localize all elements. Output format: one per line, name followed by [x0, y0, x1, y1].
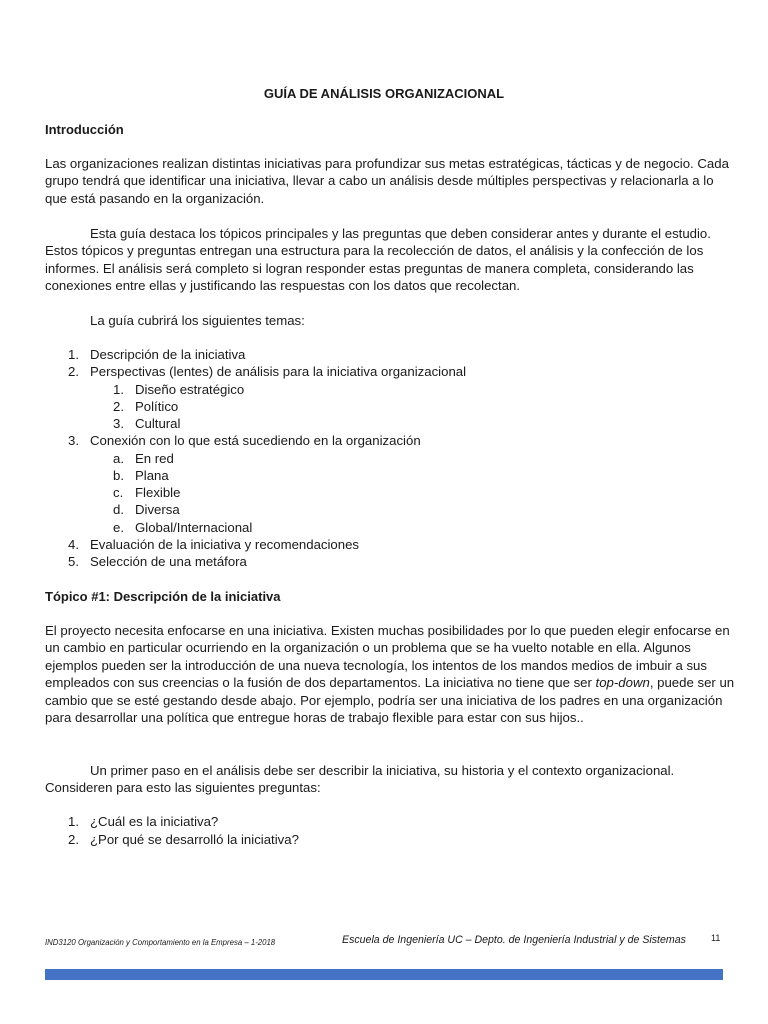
list-number: 5.: [68, 554, 79, 569]
topic1-paragraph-1: [45, 622, 735, 726]
list-number: 4.: [68, 537, 79, 552]
intro-paragraph-3: La guía cubrirá los siguientes temas:: [90, 313, 305, 328]
list-number: 1.: [113, 382, 124, 397]
list-item: [68, 813, 218, 830]
topic1-paragraph-1-text-end: , puede ser un cambio que se esté gestando desde abajo. Por ejemplo, podría ser una iniciativa de los padres en una organización para desarrollar una política que entregue horas de trabajo flexible para estar con sus hijos..: [45, 675, 735, 726]
list-item: [113, 398, 178, 415]
topic1-paragraph-1-text: El proyecto necesita enfocarse en una iniciativa. Existen muchas posibilidades por lo que pueden elegir enfocarse en un cambio en particular ocurriendo en la organización o un problema que se ha vuelto notable en ella. Algunos ejemplos pueden ser la introducción de una nueva tecnología, los intentos de los mandos medios de imbuir a sus empleados con sus creencias o la fusión de dos departamentos. La iniciativa no tiene que ser: [45, 623, 730, 691]
list-label: Diversa: [135, 502, 180, 517]
list-label: Selección de una metáfora: [90, 554, 247, 569]
topic1-heading: Tópico #1: Descripción de la iniciativa: [45, 589, 281, 604]
list-label: Descripción de la iniciativa: [90, 347, 246, 362]
list-item: [113, 467, 169, 484]
list-item: [68, 363, 466, 380]
list-item: [113, 381, 244, 398]
list-item: [113, 415, 180, 432]
list-item: [113, 450, 174, 467]
list-item: [68, 553, 247, 570]
list-number: c.: [113, 485, 124, 500]
topic1-paragraph-2: Un primer paso en el análisis debe ser describir la iniciativa, su historia y el contexto organizacional. Consideren para esto las siguientes preguntas:: [45, 763, 675, 796]
list-number: 1.: [68, 814, 79, 829]
list-label: ¿Cuál es la iniciativa?: [90, 814, 219, 829]
list-number: 3.: [68, 433, 79, 448]
list-item: [68, 346, 245, 363]
list-item: [68, 432, 421, 449]
list-number: a.: [113, 451, 124, 466]
list-label: ¿Por qué se desarrolló la iniciativa?: [90, 832, 299, 847]
list-label: Diseño estratégico: [135, 382, 245, 397]
list-number: 2.: [68, 832, 79, 847]
list-number: e.: [113, 520, 124, 535]
list-label: Conexión con lo que está sucediendo en la organización: [90, 433, 421, 448]
list-number: 1.: [68, 347, 79, 362]
list-number: b.: [113, 468, 124, 483]
topic1-paragraph-1-italic: top-down: [595, 675, 650, 691]
list-item: [113, 501, 180, 518]
list-number: 3.: [113, 416, 124, 431]
intro-paragraph-1: Las organizaciones realizan distintas iniciativas para profundizar sus metas estratégicas, tácticas y de negocio. Cada grupo tendrá que identificar una iniciativa, llevar a cabo un análisis desde múltiples perspectivas y relacionarla a lo que está pasando en la organización.: [45, 156, 729, 206]
intro-paragraph-2: Esta guía destaca los tópicos principales y las preguntas que deben considerar antes y durante el estudio. Estos tópicos y preguntas entregan una estructura para la recolección de datos, el análisis y la confección de los informes. El análisis será completo si logran responder estas preguntas de manera completa, considerando las conexiones entre ellas y justificando las respuestas con los datos que recolectan.: [45, 226, 711, 294]
footer-bar: [45, 969, 723, 980]
list-item: [113, 484, 180, 501]
list-item: [113, 519, 252, 536]
list-label: Plana: [135, 468, 169, 483]
list-item: [68, 536, 359, 553]
list-label: Flexible: [135, 485, 181, 500]
list-label: Perspectivas (lentes) de análisis para la iniciativa organizacional: [90, 364, 467, 379]
footer-course: IND3120 Organización y Comportamiento en la Empresa – 1-2018: [45, 938, 276, 947]
footer-school: Escuela de Ingeniería UC – Depto. de Ingeniería Industrial y de Sistemas: [342, 934, 686, 946]
list-label: Evaluación de la iniciativa y recomendaciones: [90, 537, 360, 552]
page-title: GUÍA DE ANÁLISIS ORGANIZACIONAL: [263, 86, 505, 101]
list-label: En red: [135, 451, 174, 466]
list-number: 2.: [113, 399, 124, 414]
introduction-heading: Introducción: [45, 122, 124, 137]
list-number: 2.: [68, 364, 79, 379]
list-label: Global/Internacional: [135, 520, 253, 535]
list-item: [68, 831, 299, 848]
page-number: 11: [711, 933, 721, 943]
list-number: d.: [113, 502, 124, 517]
list-label: Político: [135, 399, 179, 414]
list-label: Cultural: [135, 416, 181, 431]
